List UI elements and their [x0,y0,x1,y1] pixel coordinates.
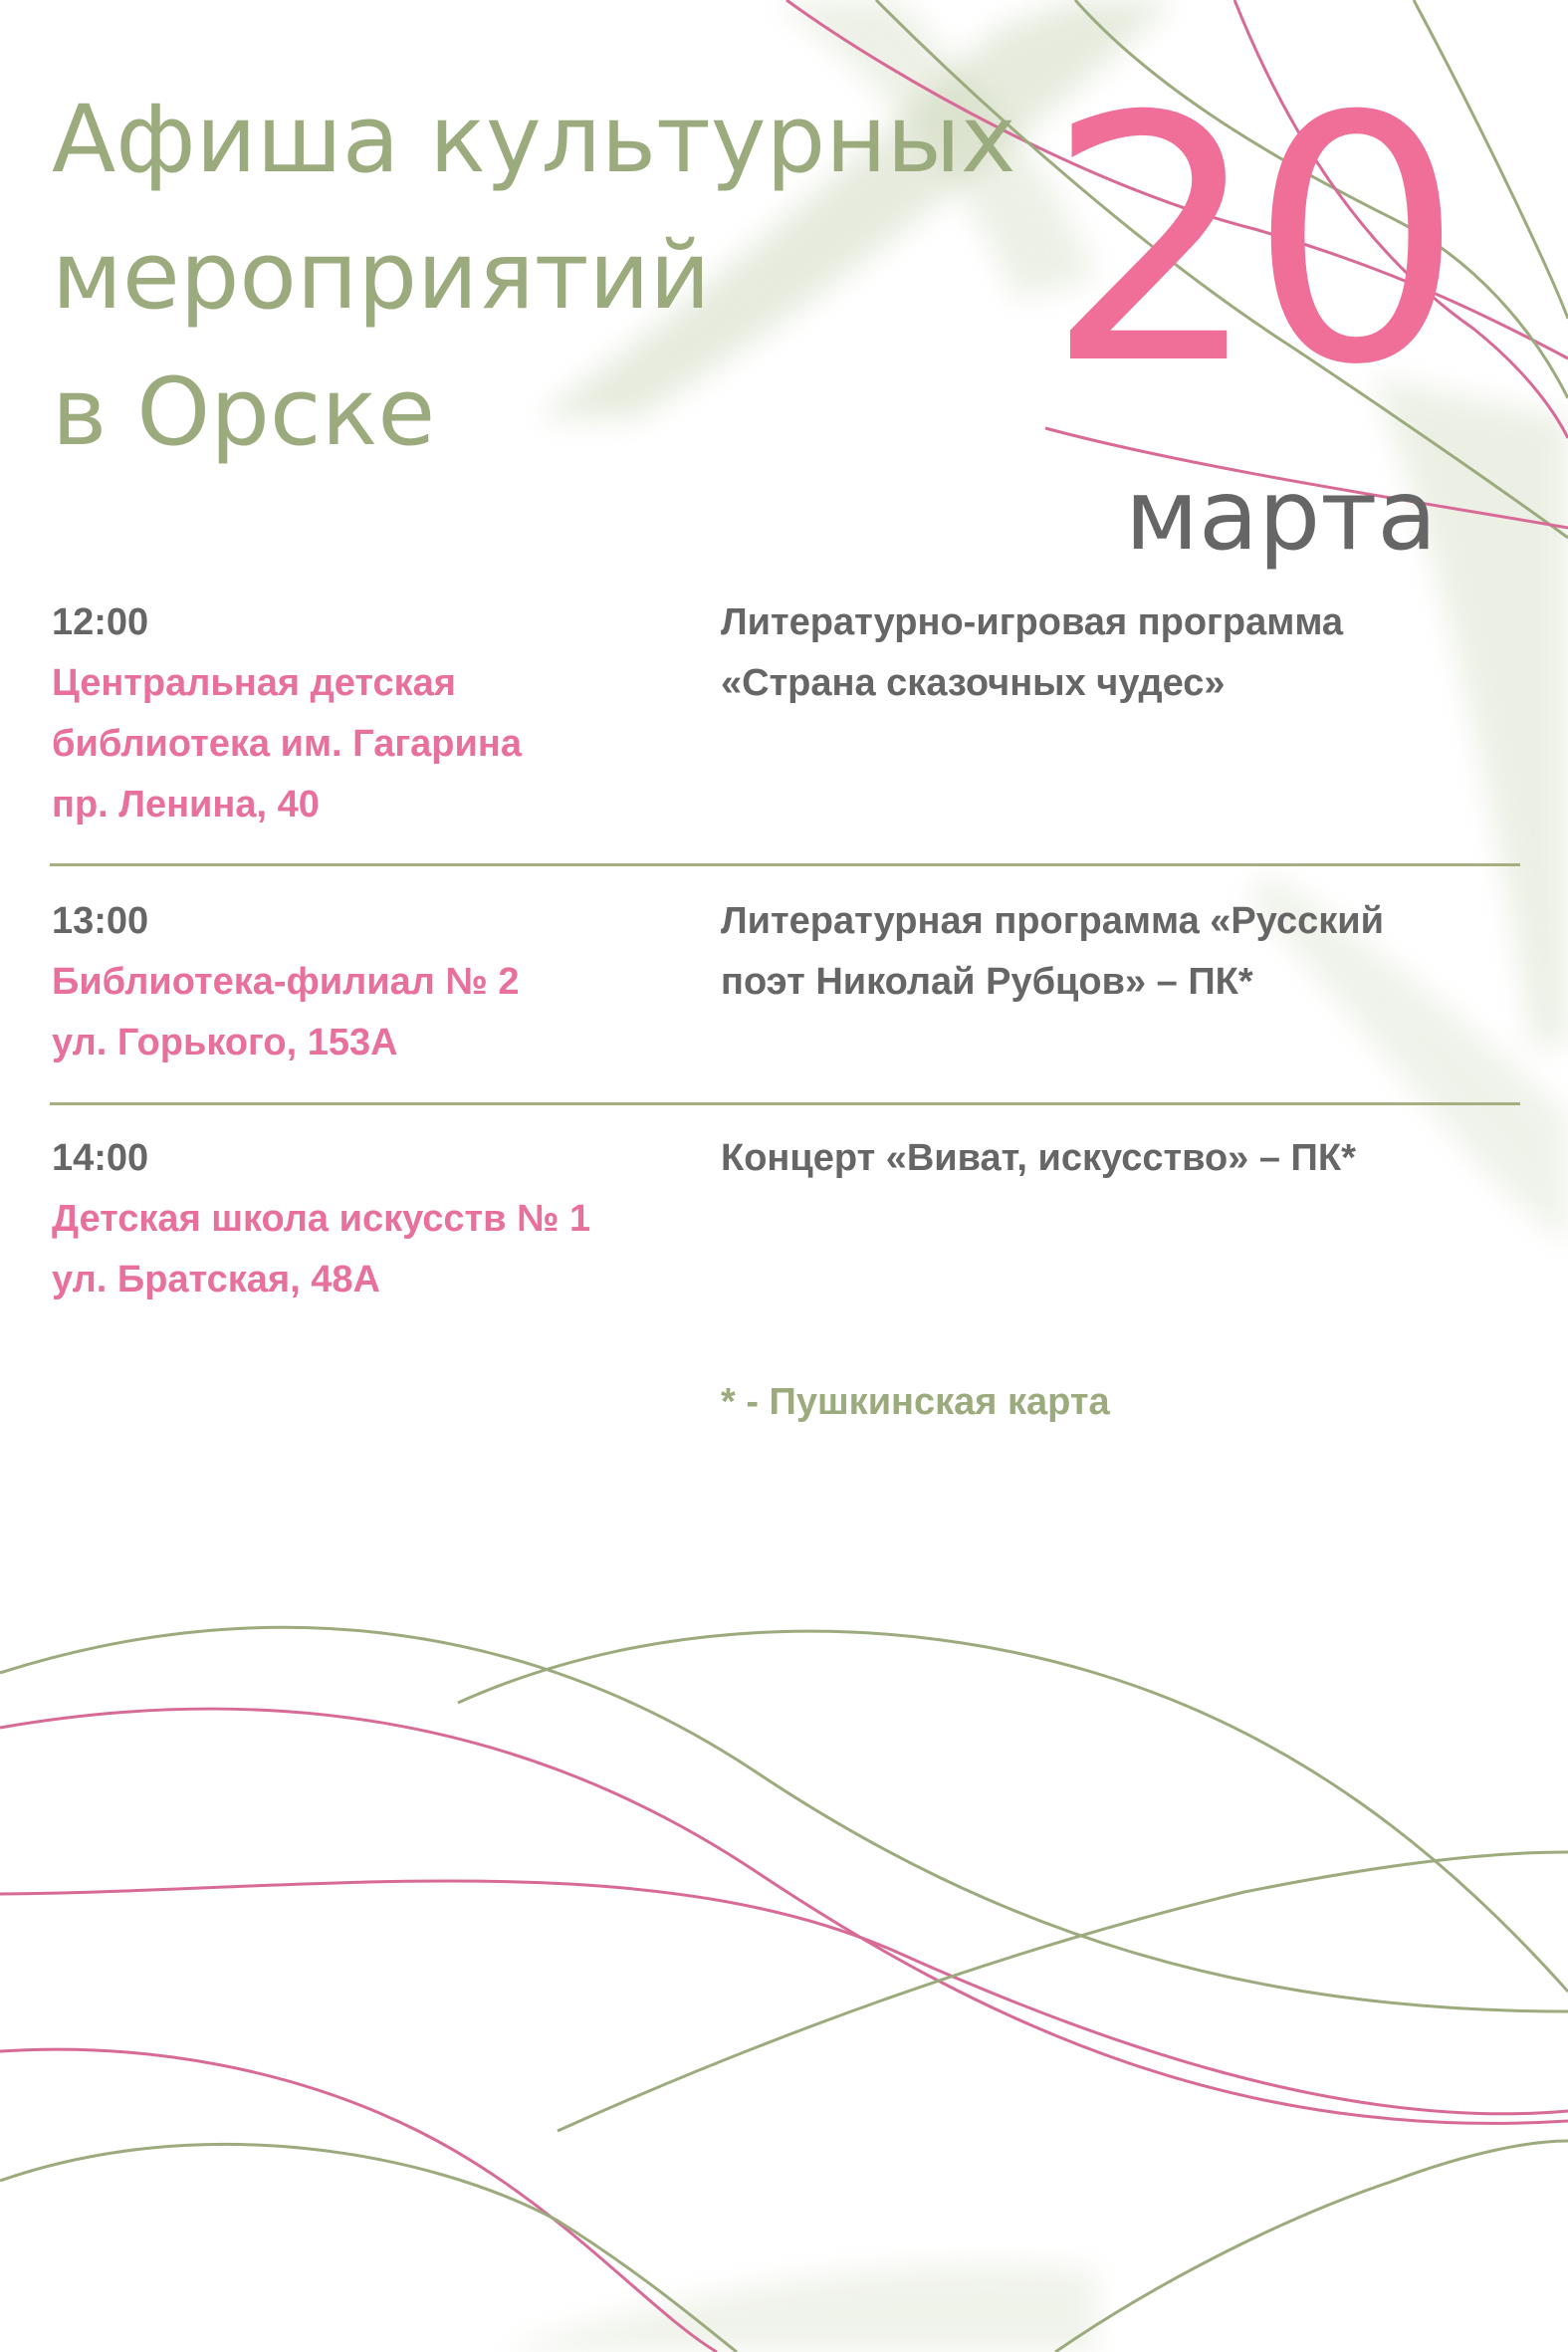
title-line: в Орске [52,358,436,467]
event-place: библиотека им. Гагарина [52,723,522,765]
event-description-line: Литературно-игровая программа [721,601,1344,643]
date-day: 20 [1045,45,1453,439]
event-description [721,592,1517,714]
event-description-line: поэт Николай Рубцов» – ПК* [721,961,1253,1003]
event-address: ул. Горького, 153А [52,1022,398,1063]
event-description [721,1128,1517,1189]
divider [50,863,1520,866]
event-details [52,592,689,835]
event-place: Библиотека-филиал № 2 [52,961,520,1003]
title-line: Афиша культурных [52,86,1016,194]
event-details [52,891,689,1073]
event-address: пр. Ленина, 40 [52,784,320,825]
event-description [721,891,1517,1013]
event-place: Детская школа искусств № 1 [52,1198,591,1240]
event-description-line: «Страна сказочных чудес» [721,662,1226,704]
title-line: мероприятий [52,222,711,331]
divider [50,1102,1520,1105]
date-month: марта [1125,459,1438,573]
event-description-line: Концерт «Виват, искусство» – ПК* [721,1137,1356,1179]
event-details [52,1128,689,1310]
event-address: ул. Братская, 48А [52,1259,380,1300]
poster-title [52,72,1047,481]
event-time: 14:00 [52,1137,149,1179]
event-time: 13:00 [52,900,149,942]
event-description-line: Литературная программа «Русский [721,900,1384,942]
footnote: * - Пушкинская карта [721,1381,1110,1423]
event-time: 12:00 [52,601,149,643]
event-place: Центральная детская [52,662,456,704]
